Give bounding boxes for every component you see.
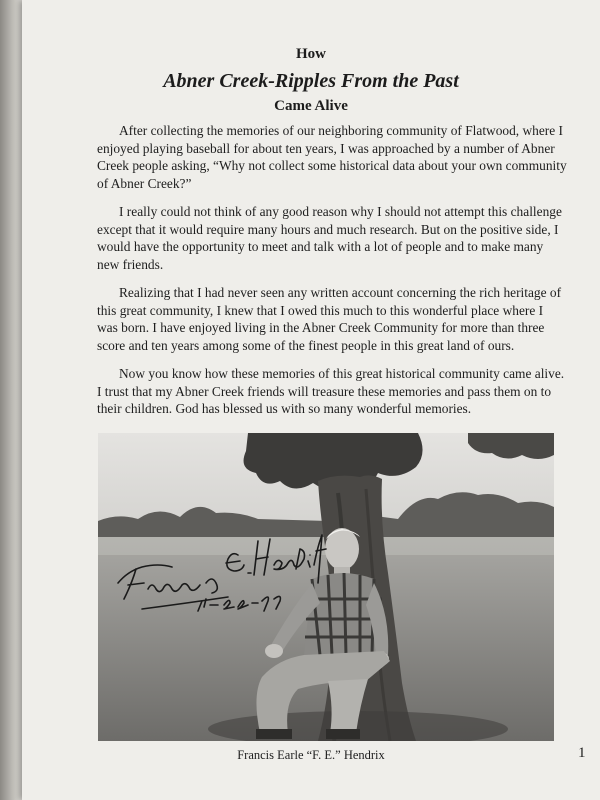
paragraph-4: Now you know how these memories of this great historical community came alive. I trust that my Abner Creek friends will treasure these memories and pass them on to their children. God has blessed us with so many wonderful memories. <box>97 366 565 416</box>
page-number: 1 <box>578 745 586 761</box>
paragraph-3: Realizing that I had never seen any written account concerning the rich heritage of this great community, I knew that I owed this much to this wonderful place where I was born. I have enjoyed living in the Abner Creek Community for more than three score and ten years among some of the finest people in this great land of ours. <box>97 285 562 353</box>
paragraph-2: I really could not think of any good reason why I should not attempt this challenge except that it would require many hours and much research. But on the positive side, I would have the opportunity to meet and talk with a lot of people and to make many new friends. <box>97 204 562 272</box>
page-title: Abner Creek-Ripples From the Past <box>163 70 459 92</box>
photo-caption: Francis Earle “F. E.” Hendrix <box>237 748 385 762</box>
heading-came-alive: Came Alive <box>274 98 348 114</box>
body-text <box>97 122 567 429</box>
portrait-photo <box>98 433 554 741</box>
paragraph-1: After collecting the memories of our neighboring community of Flatwood, where I enjoyed playing baseball for about ten years, I was approached by a number of Abner Creek people asking, “Why not collect some historical data about your own community of Abner Creek?” <box>97 123 567 191</box>
heading-how: How <box>296 46 326 62</box>
book-page <box>22 0 600 800</box>
book-spine <box>0 0 22 800</box>
autograph-signature <box>98 433 554 741</box>
